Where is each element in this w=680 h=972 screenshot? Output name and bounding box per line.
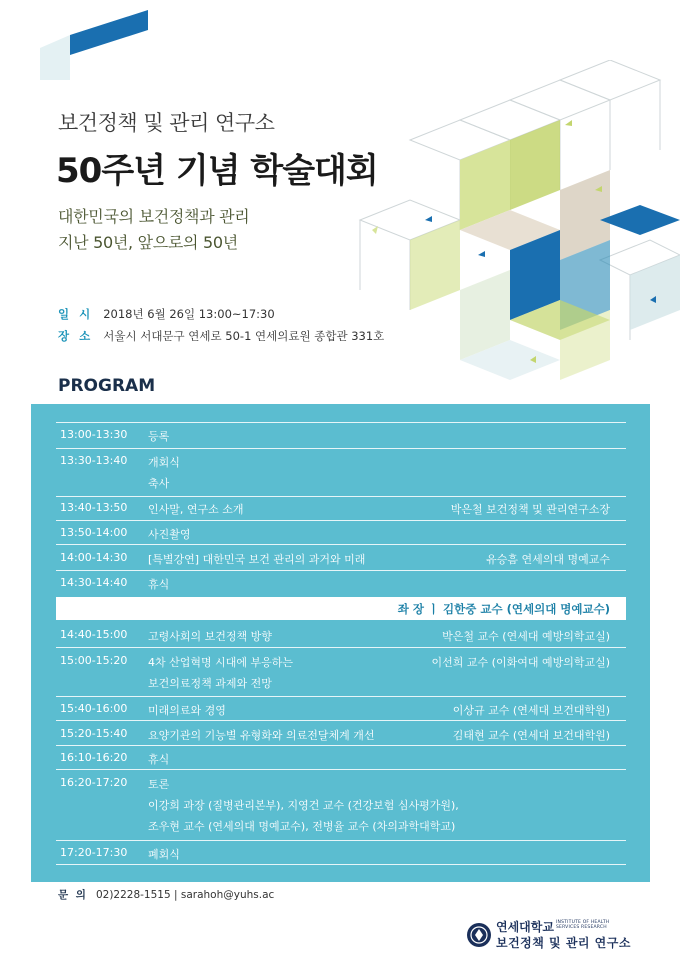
logo-university: 연세대학교: [496, 920, 554, 934]
row-time: 17:20-17:30: [60, 846, 128, 859]
row-time: 15:00-15:20: [60, 654, 128, 667]
row-time: 13:00-13:30: [60, 428, 128, 441]
row-title: 휴식: [148, 753, 170, 766]
row-title-2: 이강희 과장 (질병관리본부), 지영건 교수 (건강보험 심사평가원),: [148, 799, 459, 812]
row-title: [특별강연] 대한민국 보건 관리의 과거와 미래: [148, 553, 366, 566]
row-time: 13:40-13:50: [60, 501, 128, 514]
subtitle-line-1: 대한민국의 보건정책과 관리: [58, 207, 250, 226]
date-value: 2018년 6월 26일 13:00~17:30: [103, 307, 275, 321]
row-time: 14:30-14:40: [60, 576, 128, 589]
row-title: 폐회식: [148, 848, 180, 861]
date-label: 일 시: [58, 307, 94, 321]
row-title: 인사말, 연구소 소개: [148, 503, 244, 516]
contact-info: [58, 887, 274, 902]
row-speaker: 유승흠 연세의대 명예교수: [486, 553, 610, 566]
row-title: 고령사회의 보건정책 방향: [148, 630, 272, 643]
row-title-2: 축사: [148, 477, 170, 490]
divider: [56, 544, 626, 545]
row-title: 휴식: [148, 578, 170, 591]
row-title: 토론: [148, 778, 170, 791]
place-value: 서울시 서대문구 연세로 50-1 연세의료원 종합관 331호: [103, 329, 385, 343]
row-speaker: 박은철 보건정책 및 관리연구소장: [450, 503, 610, 516]
place-label: 장 소: [58, 329, 94, 343]
event-title: 50주년 기념 학술대회: [56, 151, 378, 191]
divider: [56, 696, 626, 697]
row-title: 개회식: [148, 456, 180, 469]
row-title-2: 보건의료정책 과제와 전망: [148, 677, 272, 690]
row-title: 4차 산업혁명 시대에 부응하는: [148, 656, 293, 669]
decorative-stripe: [40, 10, 150, 80]
row-title: 미래의료와 경영: [148, 704, 226, 717]
row-speaker: 이상규 교수 (연세대 보건대학원): [452, 704, 610, 717]
row-title: 요양기관의 기능별 유형화와 의료전달체계 개선: [148, 729, 375, 742]
row-time: 14:40-15:00: [60, 628, 128, 641]
divider: [56, 647, 626, 648]
row-time: 16:10-16:20: [60, 751, 128, 764]
row-time: 13:30-13:40: [60, 454, 128, 467]
row-time: 15:20-15:40: [60, 727, 128, 740]
logo-english: INSTITUTE OF HEALTH SERVICES RESEARCH: [556, 920, 610, 930]
row-title-3: 조우현 교수 (연세의대 명예교수), 전병율 교수 (차의과학대학교): [148, 820, 456, 833]
institute-name: 보건정책 및 관리 연구소: [58, 111, 275, 135]
row-time: 15:40-16:00: [60, 702, 128, 715]
divider: [56, 745, 626, 746]
program-heading: PROGRAM: [58, 376, 156, 396]
institute-logo: [466, 918, 666, 954]
contact-label: 문 의: [58, 889, 88, 901]
university-seal-icon: [466, 922, 492, 948]
row-title: 등록: [148, 430, 170, 443]
divider: [56, 570, 626, 571]
event-date: [58, 306, 275, 322]
subtitle-line-2: 지난 50년, 앞으로의 50년: [58, 233, 238, 252]
divider: [56, 520, 626, 521]
divider: [56, 448, 626, 449]
divider: [56, 864, 626, 865]
divider: [56, 422, 626, 423]
row-time: 14:00-14:30: [60, 551, 128, 564]
divider: [56, 496, 626, 497]
contact-value: 02)2228-1515 | sarahoh@yuhs.ac: [95, 889, 275, 901]
row-time: 16:20-17:20: [60, 776, 128, 789]
row-time: 13:50-14:00: [60, 526, 128, 539]
chair-text: 좌 장 ㅣ 김한중 교수 (연세의대 명예교수): [397, 602, 610, 616]
row-speaker: 이선희 교수 (이화여대 예방의학교실): [431, 656, 610, 669]
row-speaker: 박은철 교수 (연세대 예방의학교실): [442, 630, 610, 643]
divider: [56, 840, 626, 841]
row-title: 사진촬영: [148, 528, 191, 541]
row-speaker: 김태현 교수 (연세대 보건대학원): [452, 729, 610, 742]
divider: [56, 769, 626, 770]
divider: [56, 720, 626, 721]
logo-institute: 보건정책 및 관리 연구소: [496, 936, 631, 950]
event-place: [58, 328, 384, 344]
chair-banner: [56, 597, 626, 620]
